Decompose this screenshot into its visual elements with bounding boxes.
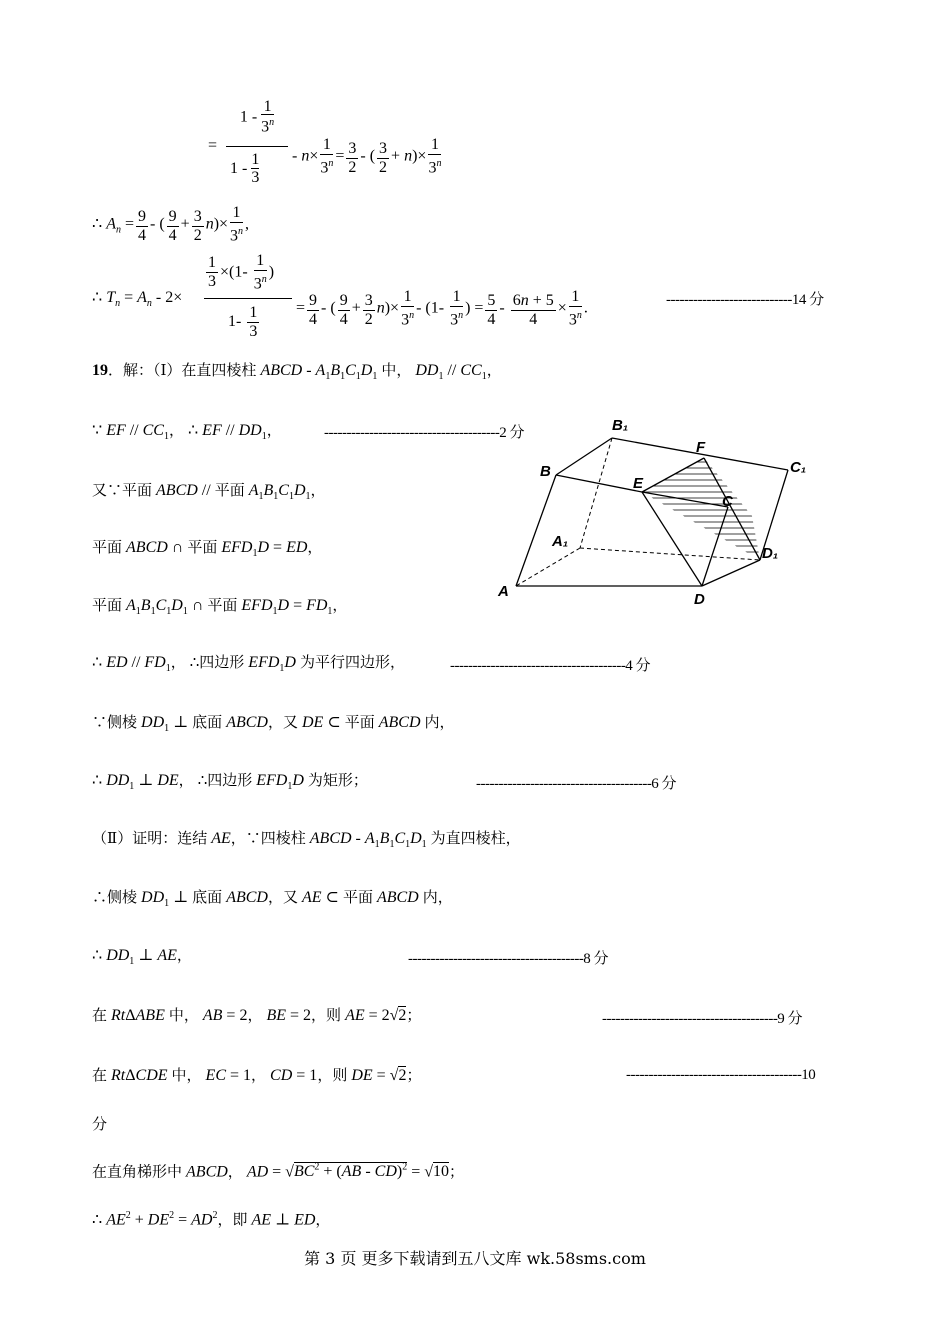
label-A1: A₁ [552, 533, 569, 550]
score-mark-4: ---------------------------------------4 分 [450, 658, 651, 674]
proof-line-8: 平面 $A_1B_1C_1D_1$ ∩ 平面 $EFD_1D = FD_1$， [92, 596, 348, 618]
proof-line-19: ∴ $AE^2 + DE^2 = AD^2$，即 AE ⊥ ED， [92, 1210, 331, 1229]
proof-line-16: 在 RtΔCDE 中， EC = 1， CD = 1，则 DE = √2； [92, 1066, 422, 1084]
proof-line-9: ∴ ED // $FD_1$， ∴四边形 $EFD_1D$ 为平行四边形， [92, 653, 405, 675]
prism-hidden-edges [516, 438, 760, 586]
label-F: F [696, 439, 706, 456]
proof-line-10: ∵侧棱 $DD_1$ ⊥ 底面 ABCD，又 DE ⊂ 平面 ABCD 内， [92, 713, 455, 735]
label-E: E [633, 475, 644, 492]
score-mark-9: ---------------------------------------9 分 [602, 1011, 803, 1027]
score-mark-6: ---------------------------------------6 分 [476, 776, 677, 792]
prism-edges [516, 438, 788, 586]
proof-line-13: ∴侧棱 $DD_1$ ⊥ 底面 ABCD，又 AE ⊂ 平面 ABCD 内， [92, 888, 453, 910]
proof-line-6: 又∵平面 ABCD // 平面 $A_1B_1C_1D_1$， [92, 481, 326, 503]
proof-line-5: ∵ EF // $CC_1$， ∴ EF // $DD_1$， [92, 421, 282, 443]
label-C1: C₁ [790, 459, 807, 476]
label-D: D [694, 591, 705, 608]
proof-line-15: 在 RtΔABE 中， AB = 2， BE = 2，则 AE = 2√2； [92, 1006, 422, 1024]
score-mark-14: ----------------------------14 分 [666, 292, 824, 308]
proof-line-7: 平面 ABCD ∩ 平面 $EFD_1D$ = ED， [92, 538, 323, 560]
page-footer: 第 3 页 更多下载请到五八文库 wk.58sms.com [304, 1249, 646, 1268]
label-B1: B₁ [612, 417, 629, 434]
label-A: A [498, 583, 509, 600]
proof-line-18: 在直角梯形中 ABCD， AD = $√BC^2 + (AB - CD)^2 = √10$； [92, 1162, 465, 1181]
label-C: C [722, 493, 733, 510]
score-mark-8: ---------------------------------------8 分 [408, 951, 609, 967]
problem-19-heading: 19．解：（Ⅰ）在直四棱柱 ABCD - $A_1B_1C_1D_1$ 中， $DD_1 // CC_1$， [92, 361, 502, 383]
label-B: B [540, 463, 551, 480]
score-mark-10: ---------------------------------------10 [626, 1067, 816, 1083]
score-unit-continuation: 分 [92, 1115, 108, 1133]
proof-line-12: （Ⅱ）证明：连结 AE，∵四棱柱 ABCD - $A_1B_1C_1D_1$ 为直四棱柱， [92, 829, 521, 851]
label-D1: D₁ [762, 545, 779, 562]
prism-figure [490, 410, 820, 610]
shaded-plane-hatching [630, 462, 780, 552]
proof-line-11: ∴ $DD_1$ ⊥ DE， ∴四边形 $EFD_1D$ 为矩形； [92, 771, 368, 793]
proof-line-14: ∴ $DD_1$ ⊥ AE， [92, 946, 192, 968]
formula-line-2: ∴ $A_n$ = $\frac{9}{4}$ - ( $\frac{9}{4}$ + $\frac{3}{2}$ n)× $\frac{1}{3^n}$ , [92, 204, 250, 245]
score-mark-2: ---------------------------------------2 分 [324, 425, 525, 441]
